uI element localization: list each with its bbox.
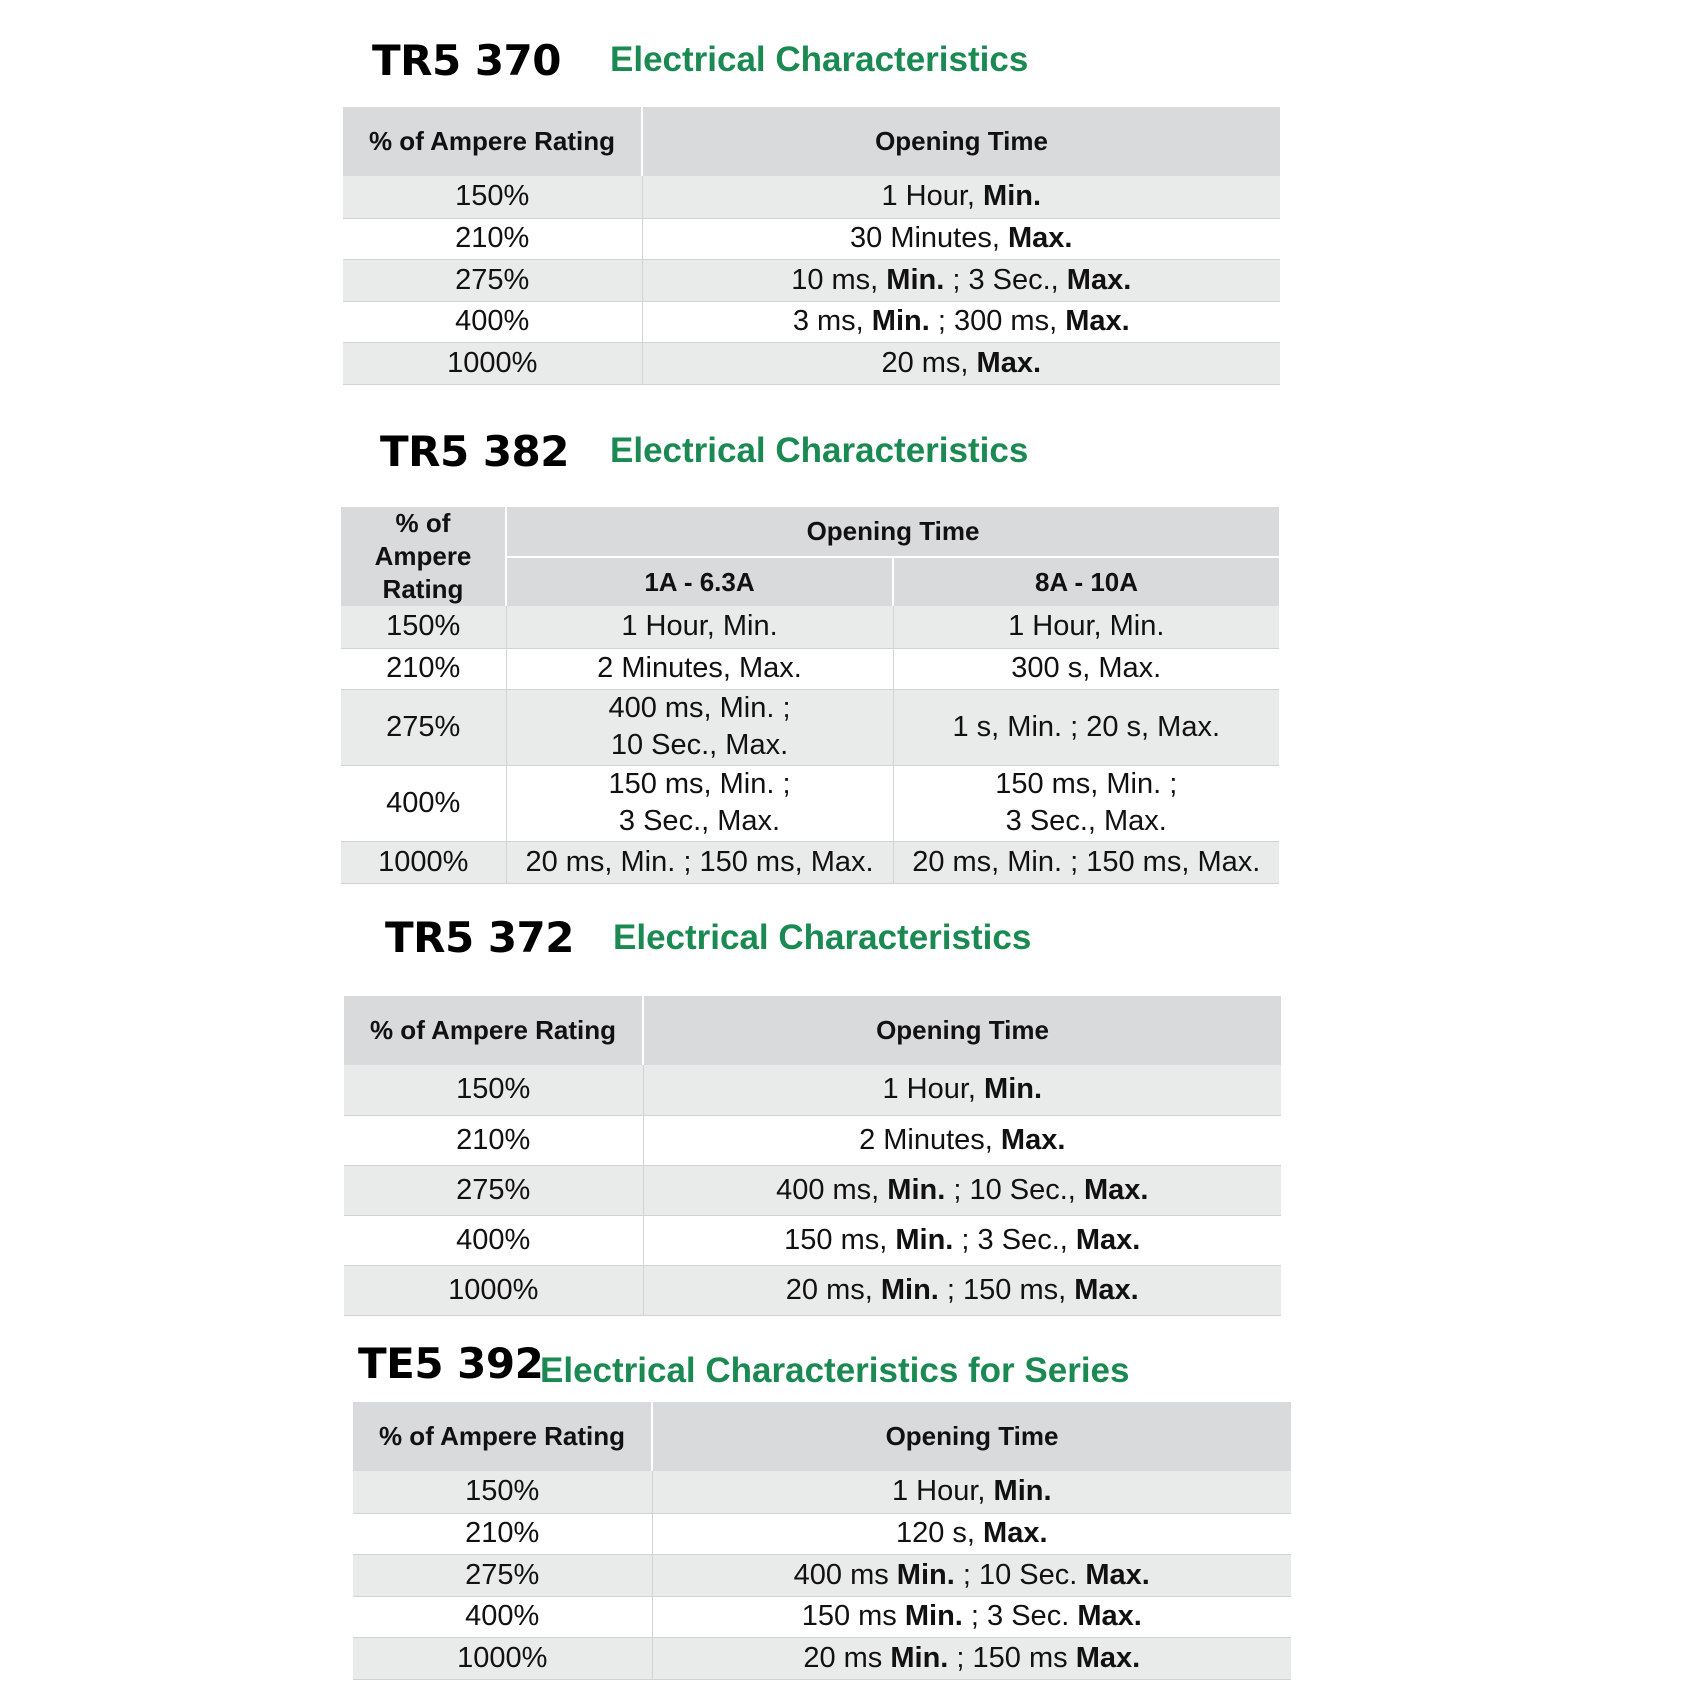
opening-time-cell xyxy=(506,841,893,883)
time-qualifier: Max. xyxy=(1085,1558,1150,1591)
time-qualifier: Min. xyxy=(880,1273,939,1306)
time-qualifier: Max. xyxy=(976,346,1042,379)
model-title: TR5 372 xyxy=(385,913,575,962)
time-qualifier: Min. xyxy=(984,1073,1043,1106)
table-row xyxy=(341,606,1279,648)
column-header-opening-time: Opening Time xyxy=(652,1402,1291,1471)
rating-cell: 1000% xyxy=(344,1265,643,1315)
time-line: 3 Sec., Max. xyxy=(1005,805,1167,837)
time-qualifier: Min. xyxy=(871,305,930,337)
opening-time-cell xyxy=(893,606,1279,648)
time-text: 2 Minutes, xyxy=(859,1123,1001,1156)
table-row xyxy=(344,1265,1281,1315)
time-text: ; 3 Sec., xyxy=(944,263,1067,296)
rating-cell: 400% xyxy=(341,765,506,841)
table-row xyxy=(341,648,1279,689)
time-line: 150 ms, Min. ; xyxy=(995,768,1178,800)
rating-cell: 150% xyxy=(353,1471,652,1513)
time-text: ; 3 Sec., xyxy=(953,1223,1076,1256)
column-header-rating: % of Ampere Rating xyxy=(353,1402,652,1471)
header-line: Ampere xyxy=(374,541,472,571)
rating-cell: 275% xyxy=(344,1165,643,1215)
opening-time-cell xyxy=(643,1265,1281,1315)
time-qualifier: Max. xyxy=(1066,263,1132,296)
time-line: 20 ms, Min. ; 150 ms, Max. xyxy=(912,845,1261,878)
opening-time-cell xyxy=(506,765,893,841)
time-text: 1 Hour, xyxy=(891,1475,994,1508)
time-qualifier: Max. xyxy=(1075,1641,1141,1674)
model-title: TE5 392 xyxy=(358,1339,544,1388)
time-text: ; 10 Sec., xyxy=(945,1173,1084,1206)
column-header-8a-10a: 8A - 10A xyxy=(893,557,1279,606)
rating-cell: 275% xyxy=(341,689,506,765)
table-row xyxy=(343,301,1280,342)
table-row xyxy=(343,259,1280,301)
model-title: TR5 382 xyxy=(380,427,570,476)
column-header-opening-time: Opening Time xyxy=(506,507,1279,557)
time-text: ; 3 Sec. xyxy=(962,1600,1078,1632)
time-text: 1 Hour, xyxy=(882,1073,985,1106)
time-line: 1 Hour, Min. xyxy=(1008,610,1165,643)
opening-time-cell xyxy=(643,1065,1281,1115)
time-qualifier: Min. xyxy=(895,1223,954,1256)
rating-cell: 1000% xyxy=(353,1637,652,1679)
column-header-rating: % of Ampere Rating xyxy=(343,107,642,176)
opening-time-cell xyxy=(643,1215,1281,1265)
rating-cell: 400% xyxy=(343,301,642,342)
opening-time-cell xyxy=(893,689,1279,765)
model-title: TR5 370 xyxy=(372,36,562,85)
time-text: 400 ms, xyxy=(776,1173,888,1206)
time-qualifier: Min. xyxy=(983,180,1042,213)
rating-cell: 1000% xyxy=(343,342,642,384)
opening-time-cell xyxy=(652,1637,1291,1679)
opening-time-cell xyxy=(652,1596,1291,1637)
rating-cell: 210% xyxy=(343,218,642,259)
opening-time-cell xyxy=(652,1513,1291,1554)
table-row xyxy=(343,342,1280,384)
time-line: 1 Hour, Min. xyxy=(621,610,778,643)
rating-cell: 150% xyxy=(343,176,642,218)
opening-time-cell xyxy=(642,342,1280,384)
column-header-opening-time: Opening Time xyxy=(643,996,1281,1065)
time-text: 20 ms, xyxy=(785,1273,881,1306)
time-text: 150 ms xyxy=(801,1600,905,1632)
opening-time-cell xyxy=(642,301,1280,342)
section-subtitle: Electrical Characteristics xyxy=(610,431,1029,470)
table-row xyxy=(343,176,1280,218)
time-text: 150 ms, xyxy=(784,1223,896,1256)
table-row xyxy=(344,1065,1281,1115)
rating-cell: 400% xyxy=(344,1215,643,1265)
header-line: Rating xyxy=(382,574,464,604)
time-qualifier: Min. xyxy=(896,1558,955,1591)
time-text: ; 10 Sec. xyxy=(954,1558,1086,1591)
time-text: 10 ms, xyxy=(791,263,887,296)
opening-time-cell xyxy=(643,1115,1281,1165)
time-line: 1 s, Min. ; 20 s, Max. xyxy=(952,710,1221,743)
opening-time-cell xyxy=(893,765,1279,841)
time-line: 400 ms, Min. ; xyxy=(608,692,791,724)
time-text: 3 ms, xyxy=(792,305,872,337)
time-qualifier: Min. xyxy=(887,1173,946,1206)
time-line: 300 s, Max. xyxy=(1011,652,1162,684)
opening-time-cell xyxy=(506,648,893,689)
table-row xyxy=(341,765,1279,841)
time-text: 1 Hour, xyxy=(881,180,984,213)
rating-cell: 1000% xyxy=(341,841,506,883)
section-subtitle: Electrical Characteristics xyxy=(610,40,1029,79)
time-text: ; 300 ms, xyxy=(929,305,1066,337)
time-line: 20 ms, Min. ; 150 ms, Max. xyxy=(525,845,874,878)
column-header-rating: % of Ampere Rating xyxy=(344,996,643,1065)
rating-cell: 275% xyxy=(343,259,642,301)
rating-cell: 210% xyxy=(344,1115,643,1165)
time-qualifier: Min. xyxy=(993,1475,1052,1508)
opening-time-cell xyxy=(643,1165,1281,1215)
table-row xyxy=(353,1596,1291,1637)
characteristics-table xyxy=(343,107,1280,385)
table-row xyxy=(344,1165,1281,1215)
opening-time-cell xyxy=(642,218,1280,259)
table-row xyxy=(341,689,1279,765)
column-header-opening-time: Opening Time xyxy=(642,107,1280,176)
opening-time-cell xyxy=(652,1471,1291,1513)
time-text: 20 ms, xyxy=(881,346,977,379)
time-text: ; 150 ms xyxy=(948,1641,1076,1674)
time-text: 30 Minutes, xyxy=(850,222,1008,254)
time-qualifier: Max. xyxy=(983,1517,1048,1549)
time-line: 10 Sec., Max. xyxy=(610,729,789,761)
opening-time-cell xyxy=(893,841,1279,883)
rating-cell: 210% xyxy=(341,648,506,689)
opening-time-cell xyxy=(506,606,893,648)
section-subtitle: Electrical Characteristics for Series xyxy=(540,1351,1130,1390)
time-qualifier: Max. xyxy=(1074,1273,1139,1306)
rating-cell: 275% xyxy=(353,1554,652,1596)
time-qualifier: Min. xyxy=(904,1600,963,1632)
column-header-rating xyxy=(341,507,506,606)
table-row xyxy=(353,1637,1291,1679)
time-line: 2 Minutes, Max. xyxy=(597,652,802,684)
opening-time-cell xyxy=(642,259,1280,301)
time-qualifier: Max. xyxy=(1065,305,1130,337)
opening-time-cell xyxy=(652,1554,1291,1596)
time-text: 120 s, xyxy=(895,1517,984,1549)
table-row xyxy=(341,841,1279,883)
table-row xyxy=(353,1513,1291,1554)
time-text: ; 150 ms, xyxy=(938,1273,1075,1306)
column-header-1a-6-3a: 1A - 6.3A xyxy=(506,557,893,606)
rating-cell: 210% xyxy=(353,1513,652,1554)
section-subtitle: Electrical Characteristics xyxy=(613,918,1032,957)
characteristics-table xyxy=(344,996,1281,1316)
table-row xyxy=(344,1115,1281,1165)
time-qualifier: Min. xyxy=(890,1641,949,1674)
rating-cell: 400% xyxy=(353,1596,652,1637)
time-qualifier: Max. xyxy=(1075,1223,1141,1256)
characteristics-table xyxy=(353,1402,1291,1680)
table-row xyxy=(353,1554,1291,1596)
opening-time-cell xyxy=(642,176,1280,218)
time-qualifier: Max. xyxy=(1077,1600,1142,1632)
time-line: 150 ms, Min. ; xyxy=(608,768,791,800)
table-row xyxy=(344,1215,1281,1265)
header-line: % of xyxy=(395,508,451,538)
time-text: 20 ms xyxy=(803,1641,891,1674)
opening-time-cell xyxy=(893,648,1279,689)
time-qualifier: Max. xyxy=(1008,222,1073,254)
characteristics-table xyxy=(341,507,1279,884)
opening-time-cell xyxy=(506,689,893,765)
table-row xyxy=(343,218,1280,259)
time-line: 3 Sec., Max. xyxy=(618,805,781,837)
table-row xyxy=(353,1471,1291,1513)
time-qualifier: Max. xyxy=(1000,1123,1066,1156)
rating-cell: 150% xyxy=(344,1065,643,1115)
time-qualifier: Max. xyxy=(1083,1173,1149,1206)
rating-cell: 150% xyxy=(341,606,506,648)
time-qualifier: Min. xyxy=(886,263,945,296)
time-text: 400 ms xyxy=(793,1558,897,1591)
